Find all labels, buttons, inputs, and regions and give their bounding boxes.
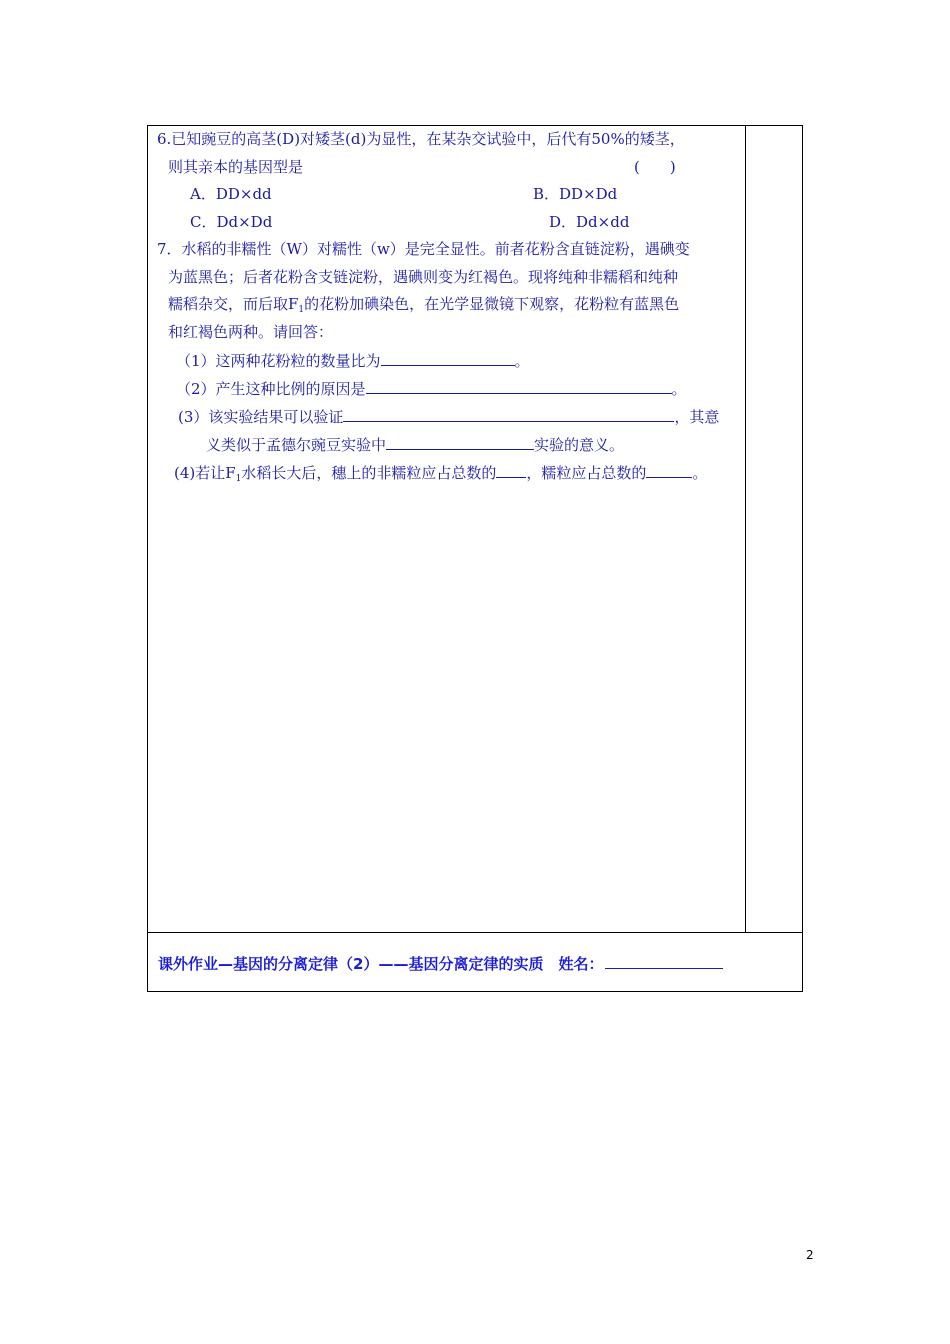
q7-sub2-answer-blank[interactable] [366,378,672,394]
q6-line2: 则其亲本的基因型是 [168,158,304,176]
q6-option-d: D．Dd×dd [549,213,630,231]
q7-line3-subscript: 1 [298,305,305,315]
q7-sub3-mid: ，其意 [674,408,720,426]
column-divider [745,126,746,932]
q7-sub4-answer-blank-2[interactable] [646,462,692,478]
q6-line1: 6.已知豌豆的高茎(D)对矮茎(d)为显性，在某杂交试验中，后代有50%的矮茎， [157,130,685,148]
q7-sub2 [176,378,687,399]
name-label: 姓名： [558,955,604,973]
q7-sub3-answer-blank-2[interactable] [386,434,534,450]
q7-sub4-d: 。 [692,464,708,482]
question-cell [148,126,745,932]
q6-option-c: C．Dd×Dd [190,213,273,231]
q7-sub1-text: （1）这两种花粉粒的数量比为 [176,352,381,370]
q7-sub2-end: 。 [671,380,687,398]
name-answer-blank[interactable] [605,953,723,969]
q7-sub4-subscript: 1 [235,474,242,484]
homework-footer-line [158,953,723,974]
q6-option-b: B．DD×Dd [533,185,618,203]
q7-line4: 和红褐色两种。请回答： [168,323,334,341]
q7-sub4-b: 水稻长大后，穗上的非糯粒应占总数的 [241,464,497,482]
q7-sub3 [178,406,719,427]
q7-sub1-answer-blank[interactable] [381,350,515,366]
q7-sub4 [174,462,707,483]
q7-line2: 为蓝黑色；后者花粉含支链淀粉，遇碘则变为红褐色。现将纯种非糯稻和纯种 [168,268,679,286]
q7-sub1-end: 。 [514,352,530,370]
q7-sub1 [176,350,530,371]
q6-option-a: A．DD×dd [190,185,272,203]
q7-sub2-text: （2）产生这种比例的原因是 [176,380,366,398]
homework-title: 课外作业—基因的分离定律（2）——基因分离定律的实质 [158,955,544,973]
q7-line3-a: 糯稻杂交，而后取F [168,295,299,313]
q7-line1: 7．水稻的非糯性（W）对糯性（w）是完全显性。前者花粉含直链淀粉，遇碘变 [157,240,690,258]
q7-sub3-cont-text: 义类似于孟德尔豌豆实验中 [206,436,387,454]
q7-sub3-text: (3）该实验结果可以验证 [178,408,344,426]
q6-answer-paren: ( ) [634,158,676,176]
page-number: 2 [806,1248,814,1262]
q7-line3 [168,294,679,314]
q7-sub3-end: 实验的意义。 [534,436,625,454]
q7-sub4-c: ，糯粒应占总数的 [526,464,647,482]
q7-sub3-answer-blank-1[interactable] [343,406,674,422]
q7-sub4-answer-blank-1[interactable] [496,462,526,478]
homework-footer [148,933,802,991]
q7-line3-b: 的花粉加碘染色，在光学显微镜下观察，花粉粒有蓝黑色 [304,295,680,313]
q7-sub3-cont [206,434,624,455]
worksheet-table [147,125,803,992]
q7-sub4-a: (4)若让F [174,464,236,482]
